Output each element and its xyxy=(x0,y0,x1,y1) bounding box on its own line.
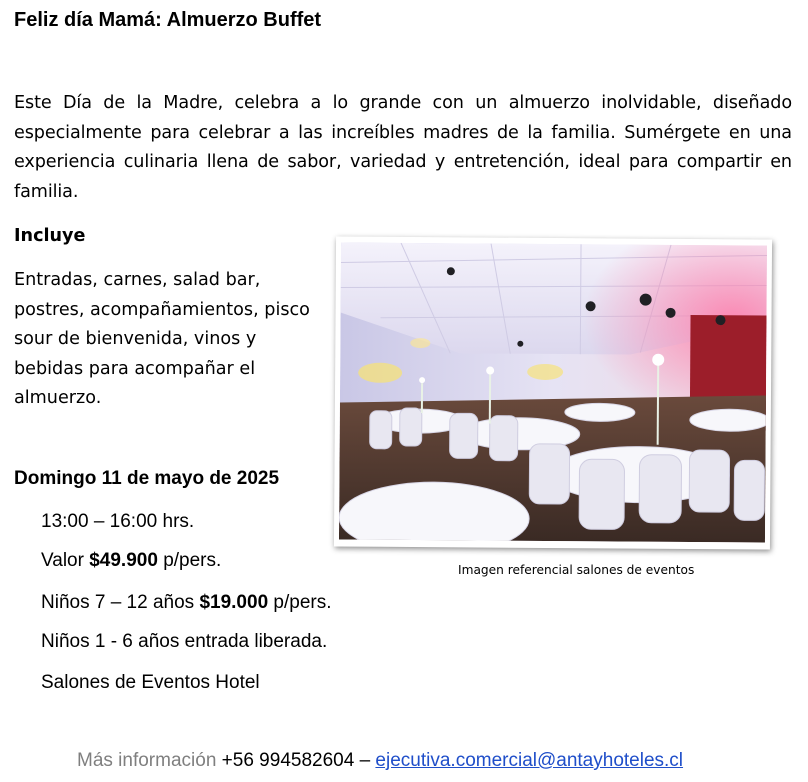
footer-email-link[interactable]: ejecutiva.comercial@antayhoteles.cl xyxy=(375,750,684,771)
photo-caption: Imagen referencial salones de eventos xyxy=(458,563,695,577)
adult-price-prefix: Valor xyxy=(41,550,90,571)
footer-label: Más información xyxy=(77,750,222,771)
free-entry-line: Niños 1 - 6 años entrada liberada. xyxy=(41,631,328,652)
adult-price-suffix: p/pers. xyxy=(157,550,222,571)
kids-price-value: $19.000 xyxy=(199,592,269,613)
event-hall-photo xyxy=(334,236,772,549)
page-title: Feliz día Mamá: Almuerzo Buffet xyxy=(14,9,322,31)
kids-price-suffix: p/pers. xyxy=(268,592,332,613)
event-date: Domingo 11 de mayo de 2025 xyxy=(14,468,280,489)
venue-line: Salones de Eventos Hotel xyxy=(41,672,260,693)
includes-heading: Incluye xyxy=(14,226,86,246)
intro-paragraph: Este Día de la Madre, celebra a lo grande con un almuerzo inolvidable, diseñado especialmente para celebrar a las increíbles madres de la familia. Sumérgete en una experiencia culinaria llena de sabor, variedad y entretención, ideal para compartir en familia. xyxy=(14,93,792,202)
event-time: 13:00 – 16:00 hrs. xyxy=(41,511,195,532)
includes-text: Entradas, carnes, salad bar, postres, acompañamientos, pisco sour de bienvenida, vinos y bebidas para acompañar el almuerzo. xyxy=(14,270,310,409)
adult-price-line xyxy=(41,550,221,572)
kids-price-line xyxy=(41,592,332,614)
adult-price-value: $49.900 xyxy=(89,550,158,571)
event-hall-illustration xyxy=(339,243,767,543)
footer-separator: – xyxy=(354,750,376,771)
contact-footer xyxy=(77,750,683,772)
footer-phone: +56 994582604 xyxy=(221,750,355,771)
kids-price-prefix: Niños 7 – 12 años xyxy=(41,592,200,613)
